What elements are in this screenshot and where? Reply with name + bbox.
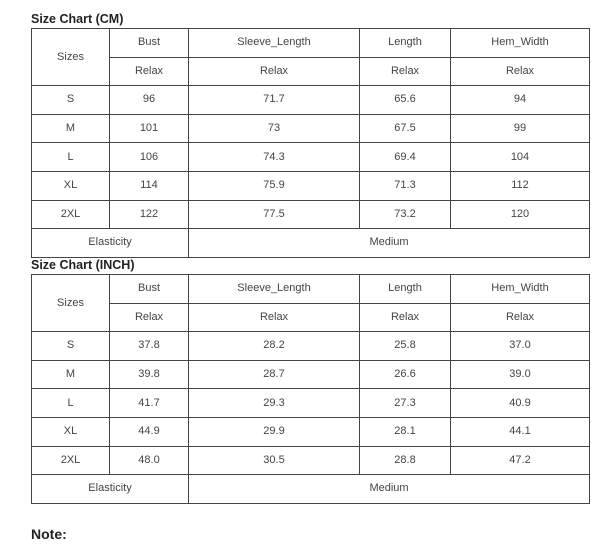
bust-cell: 39.8 <box>110 360 189 389</box>
bust-cell: 48.0 <box>110 446 189 475</box>
table-row <box>32 275 590 304</box>
length-cell: 71.3 <box>360 171 451 200</box>
sleeve-length-cell: 28.7 <box>189 360 360 389</box>
hem-width-cell: 99 <box>451 114 590 143</box>
length-cell: 67.5 <box>360 114 451 143</box>
bust-header: Bust <box>110 29 189 58</box>
sleeve-length-cell: 75.9 <box>189 171 360 200</box>
size-cell: XL <box>32 171 110 200</box>
sleeve-length-cell: 29.3 <box>189 389 360 418</box>
fit-cell: Relax <box>189 303 360 332</box>
length-cell: 28.8 <box>360 446 451 475</box>
size-cell: 2XL <box>32 446 110 475</box>
elasticity-value: Medium <box>189 229 590 258</box>
inch-size-table <box>31 274 590 504</box>
table-row <box>32 29 590 58</box>
length-header: Length <box>360 275 451 304</box>
fit-cell: Relax <box>451 303 590 332</box>
table-row <box>32 360 590 389</box>
table-row <box>32 417 590 446</box>
elasticity-label: Elasticity <box>32 475 189 504</box>
fit-cell: Relax <box>360 303 451 332</box>
sleeve-length-cell: 28.2 <box>189 332 360 361</box>
size-cell: L <box>32 389 110 418</box>
length-cell: 65.6 <box>360 86 451 115</box>
length-cell: 27.3 <box>360 389 451 418</box>
length-cell: 28.1 <box>360 417 451 446</box>
table-row <box>32 86 590 115</box>
note-label: Note: <box>31 526 67 542</box>
length-header: Length <box>360 29 451 58</box>
sleeve-length-cell: 73 <box>189 114 360 143</box>
sizes-header: Sizes <box>32 29 110 86</box>
bust-cell: 96 <box>110 86 189 115</box>
length-cell: 26.6 <box>360 360 451 389</box>
hem-width-cell: 47.2 <box>451 446 590 475</box>
sleeve-length-cell: 77.5 <box>189 200 360 229</box>
sleeve-length-header: Sleeve_Length <box>189 275 360 304</box>
table-row <box>32 332 590 361</box>
sleeve-length-cell: 30.5 <box>189 446 360 475</box>
fit-cell: Relax <box>110 303 189 332</box>
hem-width-cell: 44.1 <box>451 417 590 446</box>
size-cell: XL <box>32 417 110 446</box>
hem-width-cell: 94 <box>451 86 590 115</box>
bust-cell: 101 <box>110 114 189 143</box>
length-cell: 69.4 <box>360 143 451 172</box>
size-cell: M <box>32 360 110 389</box>
fit-cell: Relax <box>110 57 189 86</box>
elasticity-label: Elasticity <box>32 229 189 258</box>
sleeve-length-cell: 71.7 <box>189 86 360 115</box>
bust-cell: 37.8 <box>110 332 189 361</box>
cm-size-table <box>31 28 590 258</box>
table-row <box>32 446 590 475</box>
hem-width-cell: 40.9 <box>451 389 590 418</box>
fit-cell: Relax <box>451 57 590 86</box>
table-row <box>32 229 590 258</box>
length-cell: 73.2 <box>360 200 451 229</box>
table-row <box>32 57 590 86</box>
hem-width-cell: 39.0 <box>451 360 590 389</box>
bust-cell: 114 <box>110 171 189 200</box>
table-row <box>32 114 590 143</box>
size-cell: S <box>32 332 110 361</box>
length-cell: 25.8 <box>360 332 451 361</box>
hem-width-cell: 104 <box>451 143 590 172</box>
size-cell: S <box>32 86 110 115</box>
sleeve-length-header: Sleeve_Length <box>189 29 360 58</box>
table-row <box>32 389 590 418</box>
fit-cell: Relax <box>189 57 360 86</box>
size-cell: 2XL <box>32 200 110 229</box>
cm-chart-title: Size Chart (CM) <box>31 12 124 26</box>
sizes-header: Sizes <box>32 275 110 332</box>
table-row <box>32 200 590 229</box>
elasticity-value: Medium <box>189 475 590 504</box>
size-cell: L <box>32 143 110 172</box>
hem-width-header: Hem_Width <box>451 275 590 304</box>
inch-chart-title: Size Chart (INCH) <box>31 258 135 272</box>
table-row <box>32 303 590 332</box>
fit-cell: Relax <box>360 57 451 86</box>
bust-header: Bust <box>110 275 189 304</box>
table-row <box>32 171 590 200</box>
bust-cell: 122 <box>110 200 189 229</box>
sleeve-length-cell: 29.9 <box>189 417 360 446</box>
bust-cell: 106 <box>110 143 189 172</box>
hem-width-cell: 112 <box>451 171 590 200</box>
sleeve-length-cell: 74.3 <box>189 143 360 172</box>
table-row <box>32 143 590 172</box>
bust-cell: 41.7 <box>110 389 189 418</box>
table-row <box>32 475 590 504</box>
hem-width-cell: 120 <box>451 200 590 229</box>
size-cell: M <box>32 114 110 143</box>
hem-width-cell: 37.0 <box>451 332 590 361</box>
bust-cell: 44.9 <box>110 417 189 446</box>
hem-width-header: Hem_Width <box>451 29 590 58</box>
